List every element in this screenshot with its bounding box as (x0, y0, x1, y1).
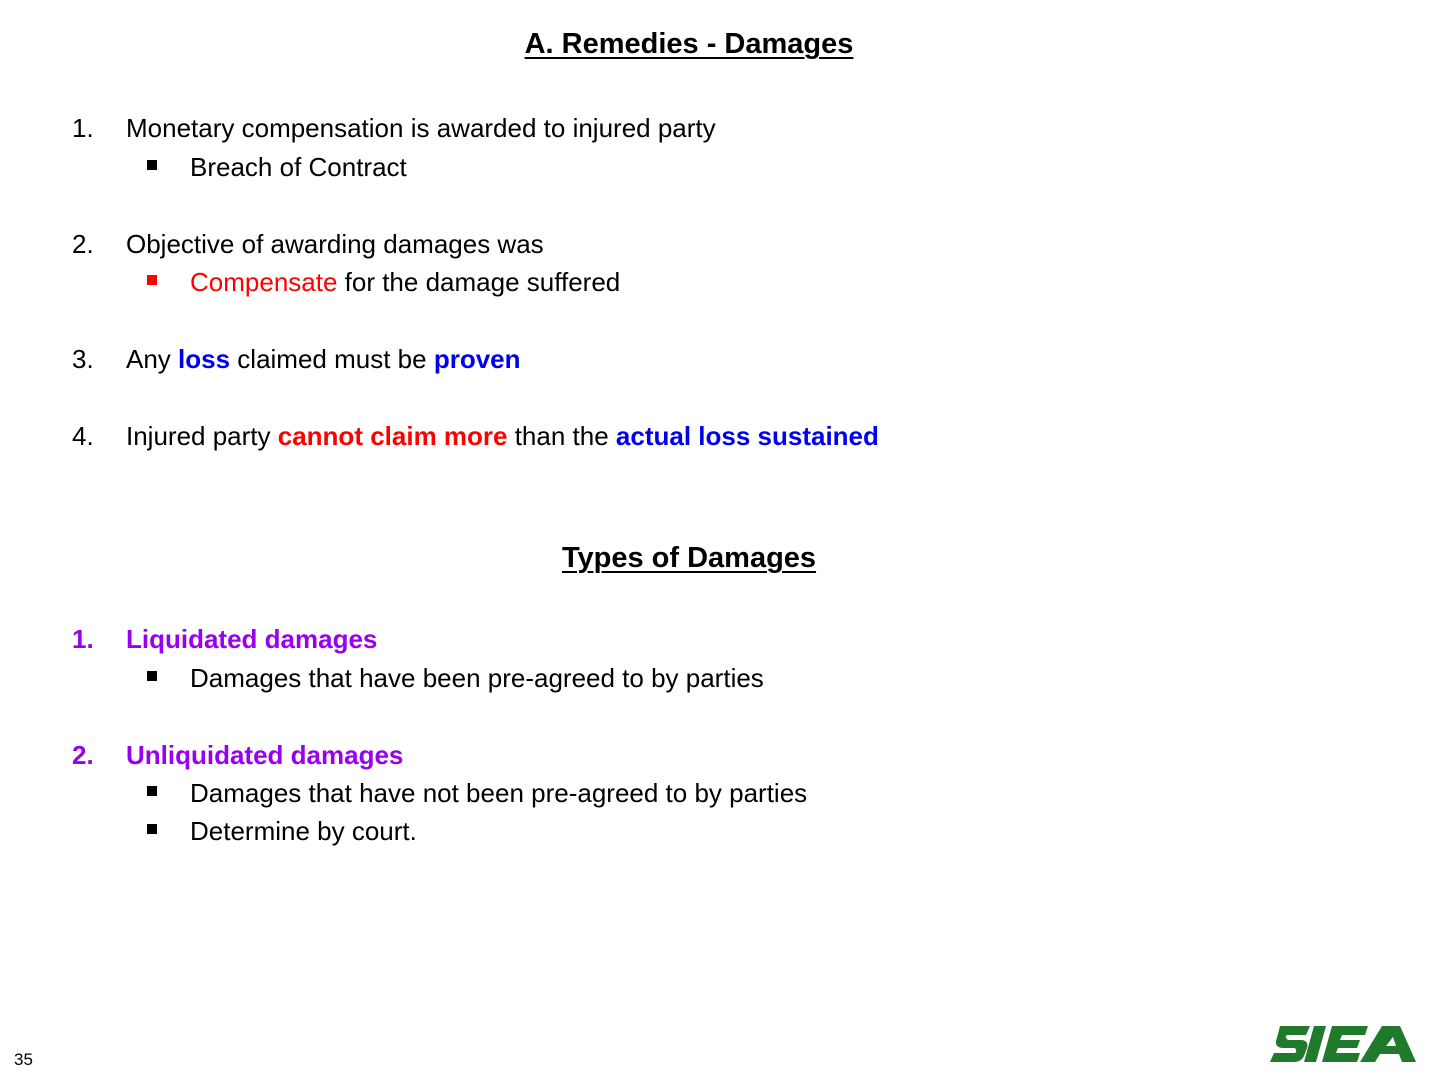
item-1-sub-1: Breach of Contract (190, 152, 407, 182)
item-3-part-1: Any (126, 344, 179, 374)
type-1-label: Liquidated damages (126, 624, 378, 654)
item-1-number: 1. (72, 113, 94, 143)
item-2-number: 2. (72, 229, 94, 259)
item-4-part-1: Injured party (126, 421, 278, 451)
cannot-claim-more-highlight: cannot claim more (277, 421, 508, 451)
type-2-sub-2: Determine by court. (190, 816, 417, 846)
type-2-sub-1: Damages that have not been pre-agreed to by parties (190, 778, 808, 808)
loss-highlight: loss (178, 344, 231, 374)
bullet-icon (147, 275, 157, 285)
bullet-icon (147, 160, 157, 170)
page-number: 35 (14, 1050, 33, 1069)
compensate-highlight: Compensate (190, 267, 338, 297)
bullet-icon (147, 824, 157, 834)
proven-highlight: proven (433, 344, 521, 374)
siea-logo (1268, 1024, 1420, 1064)
item-3-part-3: claimed must be (230, 344, 434, 374)
item-3-number: 3. (72, 344, 94, 374)
type-2-number: 2. (72, 740, 94, 770)
item-1-text: Monetary compensation is awarded to injured party (126, 113, 716, 143)
bullet-icon (147, 786, 157, 796)
types-title: Types of Damages (561, 542, 817, 574)
item-2-sub-rest: for the damage suffered (337, 267, 621, 297)
type-2-label: Unliquidated damages (126, 740, 404, 770)
actual-loss-highlight: actual loss sustained (615, 421, 879, 451)
bullet-icon (147, 671, 157, 681)
item-2-sub-1 (190, 266, 620, 298)
type-1-number: 1. (72, 624, 94, 654)
item-3-text (126, 343, 521, 375)
item-4-text (126, 420, 879, 452)
type-1-sub-1: Damages that have been pre-agreed to by parties (190, 663, 764, 693)
item-4-part-3: than the (507, 421, 616, 451)
item-4-number: 4. (72, 421, 94, 451)
slide-title: A. Remedies - Damages (524, 28, 854, 60)
item-2-text: Objective of awarding damages was (126, 229, 544, 259)
